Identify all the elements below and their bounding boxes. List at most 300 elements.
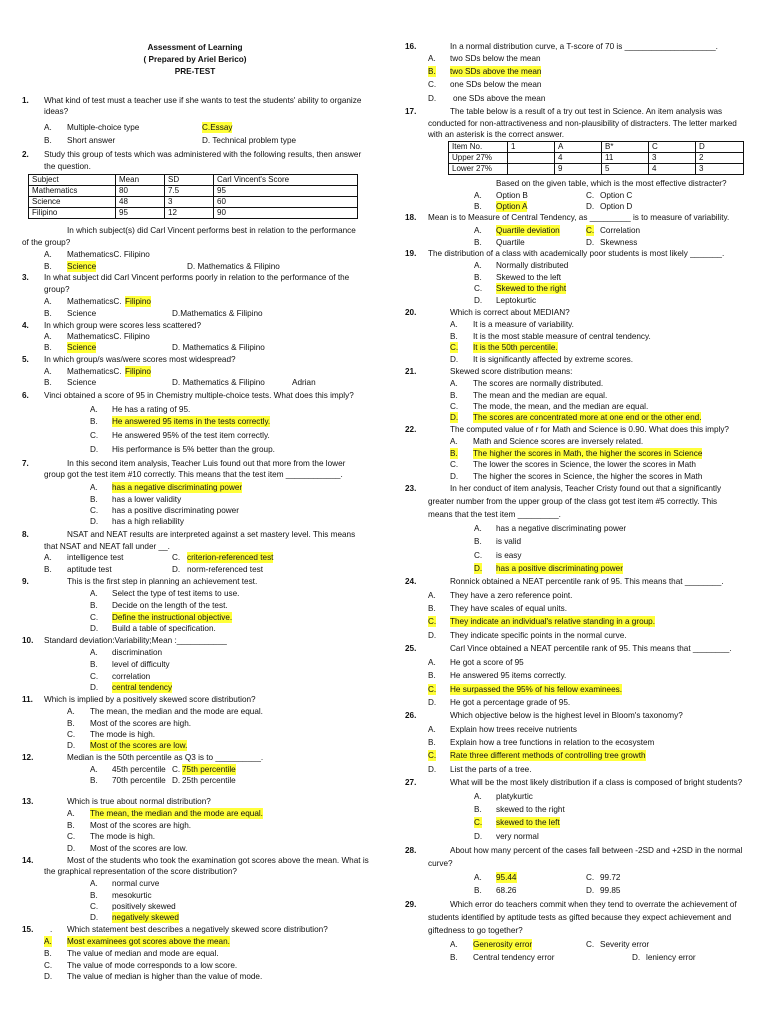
q27-opt-letter: C. [474, 818, 483, 827]
q22-opt-b: The higher the scores in Math, the higher the scores in Science [473, 449, 703, 458]
q1-opt-b-letter: B. [44, 136, 52, 145]
table-cell: 95 [214, 186, 358, 197]
table-row [449, 153, 744, 164]
q26-opt-letter: B. [428, 738, 436, 747]
q11-opt-letter: D. [67, 741, 76, 750]
q9-opt-letter: C. [90, 613, 99, 622]
q1-text-2: ideas? [44, 107, 69, 116]
q27-opt-b: skewed to the right [496, 805, 565, 814]
q23-opt-a: has a negative discriminating power [496, 524, 627, 533]
q14-opt-letter: C. [90, 902, 99, 911]
q18-opt-d: Skewness [600, 238, 638, 247]
q8-opt-a: intelligence test [67, 553, 124, 562]
q11-opt-letter: B. [67, 719, 75, 728]
q27-opt-letter: B. [474, 805, 482, 814]
q11-opt-b: Most of the scores are high. [90, 719, 192, 728]
q28-opt-c: 99.72 [600, 873, 621, 882]
q8-opt-c: criterion-referenced test [187, 553, 274, 562]
q13-opt-b: Most of the scores are high. [90, 821, 192, 830]
q29-opt-d: leniency error [646, 953, 696, 962]
q21-opt-letter: C. [450, 402, 459, 411]
table-header-cell: SD [165, 175, 214, 186]
q25-opt-a: He got a score of 95 [450, 658, 524, 667]
q24-opt-letter: C. [428, 617, 437, 626]
q3-opt-b: Science [67, 309, 97, 318]
q15-dot: . [50, 925, 53, 934]
q15-opt-letter: C. [44, 961, 53, 970]
q17-text-3: with an asterisk is the correct answer. [428, 130, 565, 139]
q13-opt-d: Most of the scores are low. [90, 844, 188, 853]
q23-opt-letter: D. [474, 564, 483, 573]
q3-number: 3. [22, 273, 29, 282]
q17-text: The table below is a result of a try out test in Science. An item analysis was [450, 107, 723, 116]
q10-opt-d: central tendency [112, 683, 173, 692]
q29-opt-a: Generosity error [473, 940, 533, 949]
q25-opt-d: He got a percentage grade of 95. [450, 698, 571, 707]
q11-opt-d: Most of the scores are low. [90, 741, 188, 750]
q4-opt-b: Science [67, 343, 97, 352]
q16-opt-d: one SDs above the mean [453, 94, 546, 103]
q26-opt-d: List the parts of a tree. [450, 765, 532, 774]
q9-number: 9. [22, 577, 29, 586]
q1-opt-c: C.Essay [202, 123, 233, 132]
q17-opt-b: Option A [496, 202, 528, 211]
q18-opt-letter: C. [586, 226, 595, 235]
q19-opt-letter: A. [474, 261, 482, 270]
q4-opt-d: D. Mathematics & Filipino [172, 343, 265, 352]
table-header-cell: Subject [29, 175, 116, 186]
table-header-cell: Carl Vincent's Score [214, 175, 358, 186]
q17-text-2: conducted for non-attractiveness and non-plausibility of distracters. The letter marked [428, 119, 737, 128]
q7-number: 7. [22, 459, 29, 468]
q16-opt-letter: D. [428, 94, 437, 103]
q3-opt-b-letter: B. [44, 309, 52, 318]
doc-test-label: PRE-TEST [174, 67, 216, 76]
q2-text: Study this group of tests which was administered with the following results, then answer [44, 150, 362, 159]
q19-opt-letter: B. [474, 273, 482, 282]
q26-number: 26. [405, 711, 417, 720]
q18-number: 18. [405, 213, 417, 222]
q13-opt-letter: D. [67, 844, 76, 853]
q4-text: In which group were scores less scattered? [44, 321, 202, 330]
table-cell: 9 [555, 164, 602, 175]
q13-opt-letter: B. [67, 821, 75, 830]
q20-opt-a: It is a measure of variability. [473, 320, 574, 329]
q4-opt-b-letter: B. [44, 343, 52, 352]
q5-opt-b: Science [67, 378, 97, 387]
q8-number: 8. [22, 530, 29, 539]
table-cell: Science [29, 197, 116, 208]
q3-text-2: group? [44, 285, 70, 294]
q5-opt-a-letter: A. [44, 367, 52, 376]
q14-text-2: the graphical representation of the score distribution? [44, 867, 237, 876]
q21-opt-d: The scores are concentrated more at one end or the other end. [473, 413, 702, 422]
q29-opt-letter: D. [632, 953, 641, 962]
q22-opt-letter: C. [450, 460, 459, 469]
table-cell: 3 [696, 164, 744, 175]
q15-opt-c: The value of mode corresponds to a low score. [67, 961, 238, 970]
table-header-row [29, 175, 358, 186]
q7-text-2: group got the test item #10 correctly. This means that the test item ____________. [44, 470, 343, 479]
q22-opt-letter: D. [450, 472, 459, 481]
q1-opt-a: Multiple-choice type [67, 123, 140, 132]
doc-title: Assessment of Learning [147, 43, 243, 52]
q27-opt-a: platykurtic [496, 792, 533, 801]
q19-opt-d: Leptokurtic [496, 296, 537, 305]
q12-opt-c: 75th percentile [182, 765, 236, 774]
q16-opt-b: two SDs above the mean [450, 67, 542, 76]
q16-opt-c: one SDs below the mean [450, 80, 542, 89]
q27-number: 27. [405, 778, 417, 787]
q25-opt-letter: C. [428, 685, 437, 694]
q25-opt-letter: A. [428, 658, 436, 667]
q1-text: What kind of test must a teacher use if she wants to test the students' ability to organize [44, 96, 362, 105]
q9-opt-a: Select the type of test items to use. [112, 589, 240, 598]
q15-opt-letter: D. [44, 972, 53, 981]
q24-text: Ronnick obtained a NEAT percentile rank of 95. This means that ________. [450, 577, 724, 586]
table-row [29, 186, 358, 197]
q3-text: In what subject did Carl Vincent performs poorly in relation to the performance of the [44, 273, 350, 282]
table-cell: 4 [555, 153, 602, 164]
table-cell [508, 153, 555, 164]
q1-opt-b: Short answer [67, 136, 116, 145]
q25-text: Carl Vince obtained a NEAT percentile rank of 95. This means that ________. [450, 644, 732, 653]
q9-opt-letter: B. [90, 601, 98, 610]
q15-opt-d: The value of median is higher than the value of mode. [67, 972, 263, 981]
q2-opt-a: MathematicsC. Filipino [67, 250, 150, 259]
q23-opt-letter: C. [474, 551, 483, 560]
q24-opt-letter: A. [428, 591, 436, 600]
q11-opt-letter: A. [67, 707, 75, 716]
q29-text-3: giftedness to go together? [428, 926, 523, 935]
table-header-cell: A [555, 142, 602, 153]
q26-text: Which objective below is the highest level in Bloom's taxonomy? [450, 711, 683, 720]
q28-opt-letter: D. [586, 886, 595, 895]
q8-opt-letter: D. [172, 565, 181, 574]
q20-opt-letter: D. [450, 355, 459, 364]
q13-opt-a: The mean, the median and the mode are equal. [90, 809, 263, 818]
q10-opt-letter: C. [90, 672, 99, 681]
q28-opt-letter: B. [474, 886, 482, 895]
q29-opt-letter: B. [450, 953, 458, 962]
q3-opt-d: D.Mathematics & Filipino [172, 309, 263, 318]
q6-opt-b: He answered 95 items in the tests correctly. [112, 417, 271, 426]
q2-subq-1: In which subject(s) did Carl Vincent performs best in relation to the performance [67, 226, 356, 235]
q23-text-3: means that the test item _________. [428, 510, 561, 519]
q20-opt-d: It is significantly affected by extreme scores. [473, 355, 634, 364]
q24-opt-letter: D. [428, 631, 437, 640]
q12-opt-letter: D. [172, 776, 181, 785]
q21-opt-c: The mode, the mean, and the median are equal. [473, 402, 649, 411]
q23-opt-b: is valid [496, 537, 522, 546]
q9-opt-letter: A. [90, 589, 98, 598]
q18-opt-letter: A. [474, 226, 482, 235]
q18-opt-b: Quartile [496, 238, 525, 247]
q23-opt-d: has a positive discriminating power [496, 564, 623, 573]
table-row [29, 208, 358, 219]
q28-opt-d: 99.85 [600, 886, 621, 895]
q29-number: 29. [405, 900, 417, 909]
q19-opt-b: Skewed to the left [496, 273, 562, 282]
q12-opt-letter: B. [90, 776, 98, 785]
q28-text: About how many percent of the cases fall between -2SD and +2SD in the normal [450, 846, 743, 855]
q24-opt-a: They have a zero reference point. [450, 591, 573, 600]
q15-opt-letter: A. [44, 937, 52, 946]
q26-opt-b: Explain how a tree functions in relation to the ecosystem [450, 738, 655, 747]
q24-opt-c: They indicate an individual's relative standing in a group. [450, 617, 656, 626]
q25-opt-c: He surpassed the 95% of his fellow examinees. [450, 685, 623, 694]
q6-opt-a: He has a rating of 95. [112, 405, 191, 414]
q28-opt-b: 68.26 [496, 886, 517, 895]
q18-opt-letter: B. [474, 238, 482, 247]
q10-opt-letter: A. [90, 648, 98, 657]
q28-text-2: curve? [428, 859, 453, 868]
table-cell: Filipino [29, 208, 116, 219]
q1-opt-a-letter: A. [44, 123, 52, 132]
q17-opt-letter: C. [586, 191, 595, 200]
table-header-cell: Mean [116, 175, 165, 186]
q21-number: 21. [405, 367, 417, 376]
table-cell: 80 [116, 186, 165, 197]
q5-opt-d: D. Mathematics & Filipino [172, 378, 265, 387]
q7-text: In this second item analysis, Teacher Luis found out that more from the lower [67, 459, 346, 468]
q29-text: Which error do teachers commit when they tend to overrate the achievement of [450, 900, 737, 909]
q7-opt-letter: C. [90, 506, 99, 515]
q22-opt-letter: B. [450, 449, 458, 458]
q23-opt-letter: A. [474, 524, 482, 533]
table-header-cell: C [649, 142, 696, 153]
q24-number: 24. [405, 577, 417, 586]
q1-number: 1. [22, 96, 29, 105]
q23-number: 23. [405, 484, 417, 493]
table-cell: 4 [649, 164, 696, 175]
q6-opt-letter: D. [90, 445, 99, 454]
q27-text: What will be the most likely distribution if a class is composed of bright students? [450, 778, 743, 787]
q14-opt-d: negatively skewed [112, 913, 179, 922]
q29-opt-c: Severity error [600, 940, 650, 949]
q11-number: 11. [22, 695, 33, 704]
q2-number: 2. [22, 150, 29, 159]
table-cell: 60 [214, 197, 358, 208]
q17-opt-a: Option B [496, 191, 528, 200]
q25-opt-letter: B. [428, 671, 436, 680]
q4-number: 4. [22, 321, 29, 330]
q4-opt-a-letter: A. [44, 332, 52, 341]
q11-opt-letter: C. [67, 730, 76, 739]
table-header-cell: 1 [508, 142, 555, 153]
q7-opt-b: has a lower validity [112, 495, 182, 504]
table-cell [508, 164, 555, 175]
q8-opt-letter: B. [44, 565, 52, 574]
q3-opt-a: MathematicsC. [67, 297, 122, 306]
q19-number: 19. [405, 249, 417, 258]
table-header-cell: Item No. [449, 142, 508, 153]
q6-opt-letter: C. [90, 431, 99, 440]
q4-opt-a: MathematicsC. Filipino [67, 332, 150, 341]
table-header-row [449, 142, 744, 153]
q7-opt-c: has a positive discriminating power [112, 506, 239, 515]
q15-opt-a: Most examinees got scores above the mean. [67, 937, 230, 946]
q5-number: 5. [22, 355, 29, 364]
q13-opt-c: The mode is high. [90, 832, 156, 841]
q16-opt-letter: B. [428, 67, 436, 76]
table-cell: 11 [602, 153, 649, 164]
q24-opt-letter: B. [428, 604, 436, 613]
q14-opt-b: mesokurtic [112, 891, 152, 900]
q5-opt-b-letter: B. [44, 378, 52, 387]
q12-opt-letter: C. [172, 765, 181, 774]
q17-opt-c: Option C [600, 191, 633, 200]
q16-opt-letter: A. [428, 54, 436, 63]
table-row [449, 164, 744, 175]
q6-number: 6. [22, 391, 29, 400]
q2-opt-a-letter: A. [44, 250, 52, 259]
q8-opt-letter: A. [44, 553, 52, 562]
q21-opt-letter: D. [450, 413, 459, 422]
q12-number: 12. [22, 753, 34, 762]
q8-text: NSAT and NEAT results are interpreted against a set mastery level. This means [67, 530, 356, 539]
q27-opt-letter: D. [474, 832, 483, 841]
table-cell: 90 [214, 208, 358, 219]
table-row [29, 197, 358, 208]
q20-text: Which is correct about MEDIAN? [450, 308, 570, 317]
table-cell: 48 [116, 197, 165, 208]
q16-text: In a normal distribution curve, a T-score of 70 is ____________________. [450, 42, 718, 51]
q21-opt-b: The mean and the median are equal. [473, 391, 608, 400]
q29-opt-letter: A. [450, 940, 458, 949]
q3-opt-a-letter: A. [44, 297, 52, 306]
q29-text-2: students identified by aptitude tests as gifted because they expect achievement and [428, 913, 732, 922]
item-analysis-table [448, 141, 744, 175]
q9-opt-b: Decide on the length of the test. [112, 601, 228, 610]
q22-opt-a: Math and Science scores are inversely related. [473, 437, 644, 446]
q7-opt-a: has a negative discriminating power [112, 483, 243, 492]
q23-opt-c: is easy [496, 551, 522, 560]
doc-author: ( Prepared by Ariel Berico) [143, 55, 247, 64]
q5-stray-text: Adrian [292, 378, 316, 387]
q6-opt-d: His performance is 5% better than the group. [112, 445, 275, 454]
q22-opt-c: The lower the scores in Science, the lower the scores in Math [473, 460, 696, 469]
q10-opt-b: level of difficulty [112, 660, 170, 669]
q28-opt-a: 95.44 [496, 873, 517, 882]
q20-opt-letter: C. [450, 343, 459, 352]
table-cell: Upper 27% [449, 153, 508, 164]
q15-opt-b: The value of median and mode are equal. [67, 949, 219, 958]
q23-text: In her conduct of item analysis, Teacher Cristy found out that a significantly [450, 484, 722, 493]
q16-number: 16. [405, 42, 417, 51]
q29-opt-letter: C. [586, 940, 595, 949]
q9-opt-d: Build a table of specification. [112, 624, 216, 633]
q21-opt-letter: B. [450, 391, 458, 400]
table-cell: 95 [116, 208, 165, 219]
q28-opt-letter: C. [586, 873, 595, 882]
q20-opt-letter: A. [450, 320, 458, 329]
q28-number: 28. [405, 846, 417, 855]
q11-opt-a: The mean, the median and the mode are equal. [90, 707, 263, 716]
q10-opt-c: correlation [112, 672, 151, 681]
q8-text-2: that NSAT and NEAT fall under __. [44, 542, 170, 551]
q18-opt-c: Correlation [600, 226, 641, 235]
q13-text: Which is true about normal distribution? [67, 797, 211, 806]
q6-opt-letter: A. [90, 405, 98, 414]
q17-opt-letter: A. [474, 191, 482, 200]
q28-opt-letter: A. [474, 873, 482, 882]
q17-text-4: Based on the given table, which is the most effective distracter? [496, 179, 727, 188]
q13-opt-letter: A. [67, 809, 75, 818]
q21-text: Skewed score distribution means: [450, 367, 573, 376]
q17-opt-letter: B. [474, 202, 482, 211]
q23-text-2: greater number from the upper group of the class got test item #5 correctly. This [428, 497, 718, 506]
q7-opt-letter: B. [90, 495, 98, 504]
q10-text: Standard deviation:Variability;Mean :___________ [44, 636, 227, 645]
q10-opt-letter: D. [90, 683, 99, 692]
q11-text: Which is implied by a positively skewed score distribution? [44, 695, 256, 704]
score-table [28, 174, 358, 219]
q2-subq-1b: of the group? [22, 238, 71, 247]
q21-opt-a: The scores are normally distributed. [473, 379, 604, 388]
q2-opt-b-letter: B. [44, 262, 52, 271]
q14-opt-a: normal curve [112, 879, 160, 888]
table-cell: 3 [165, 197, 214, 208]
q20-number: 20. [405, 308, 417, 317]
q8-opt-letter: C. [172, 553, 181, 562]
q17-opt-d: Option D [600, 202, 633, 211]
q14-opt-letter: B. [90, 891, 98, 900]
q19-opt-letter: D. [474, 296, 483, 305]
q14-number: 14. [22, 856, 34, 865]
q25-number: 25. [405, 644, 417, 653]
q7-opt-d: has a high reliability [112, 517, 184, 526]
q15-number: 15. [22, 925, 34, 934]
q27-opt-letter: A. [474, 792, 482, 801]
q7-opt-letter: D. [90, 517, 99, 526]
table-cell: 2 [696, 153, 744, 164]
q22-text: The computed value of r for Math and Science is 0.90. What does this imply? [450, 425, 729, 434]
q6-opt-letter: B. [90, 417, 98, 426]
q9-opt-c: Define the instructional objective. [112, 613, 233, 622]
q24-opt-b: They have scales of equal units. [450, 604, 567, 613]
q29-opt-b: Central tendency error [473, 953, 555, 962]
q16-opt-letter: C. [428, 80, 437, 89]
q15-opt-letter: B. [44, 949, 52, 958]
table-cell: 5 [602, 164, 649, 175]
q16-opt-a: two SDs below the mean [450, 54, 541, 63]
table-cell: 7.5 [165, 186, 214, 197]
q26-opt-letter: C. [428, 751, 437, 760]
q5-opt-c: Filipino [125, 367, 151, 376]
q7-opt-letter: A. [90, 483, 98, 492]
q27-opt-c: skewed to the left [496, 818, 560, 827]
q14-text: Most of the students who took the examination got scores above the mean. What is [67, 856, 369, 865]
q23-opt-letter: B. [474, 537, 482, 546]
q21-opt-letter: A. [450, 379, 458, 388]
q26-opt-c: Rate three different methods of controlling tree growth [450, 751, 646, 760]
table-header-cell: D [696, 142, 744, 153]
q12-text: Median is the 50th percentile as Q3 is to __________. [67, 753, 264, 762]
table-cell: 12 [165, 208, 214, 219]
q13-opt-letter: C. [67, 832, 76, 841]
q12-opt-letter: A. [90, 765, 98, 774]
q20-opt-letter: B. [450, 332, 458, 341]
q27-opt-d: very normal [496, 832, 539, 841]
table-header-cell: B* [602, 142, 649, 153]
q14-opt-letter: D. [90, 913, 99, 922]
q22-opt-letter: A. [450, 437, 458, 446]
q18-text: Mean is to Measure of Central Tendency, as _________ is to measure of variability. [428, 213, 730, 222]
q19-opt-c: Skewed to the right [496, 284, 567, 293]
q25-opt-letter: D. [428, 698, 437, 707]
q6-opt-c: He answered 95% of the test item correctly. [112, 431, 270, 440]
